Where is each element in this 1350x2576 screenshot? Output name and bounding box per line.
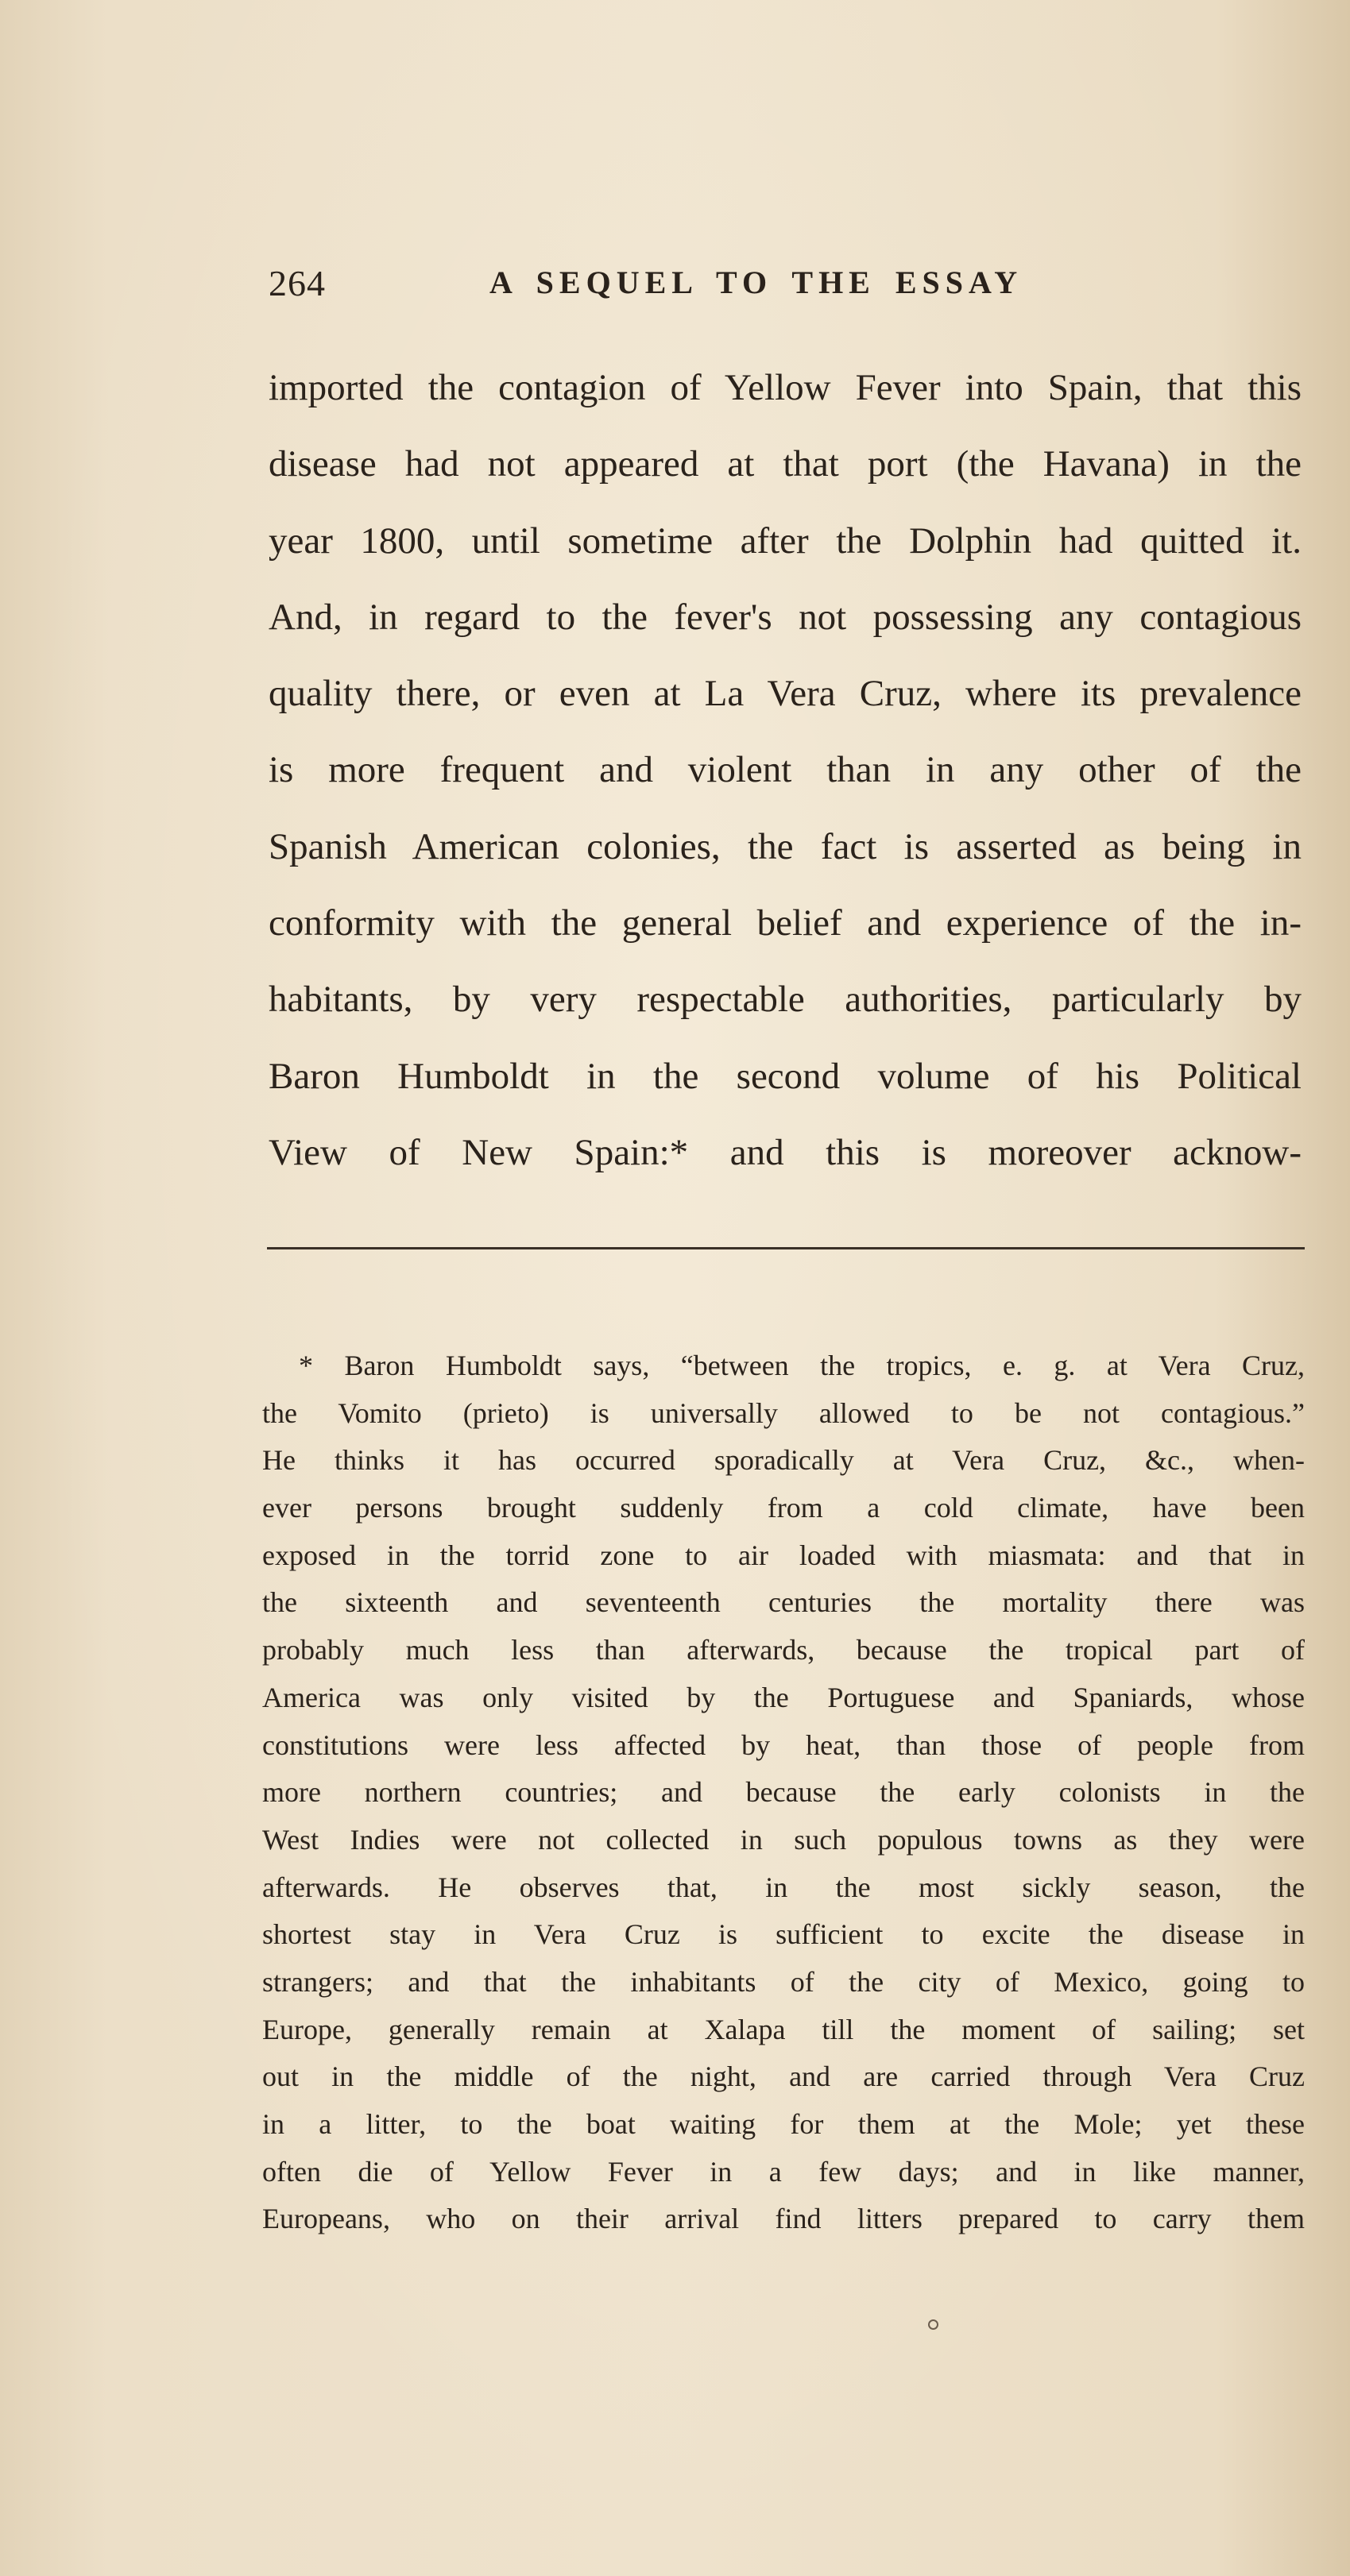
body-line: conformity with the general belief and experience of the in-: [269, 902, 1302, 944]
footnote-line: shortest stay in Vera Cruz is sufficient to excite the disease in: [262, 1918, 1305, 1951]
footnote-line: the sixteenth and seventeenth centuries the mortality there was: [262, 1586, 1305, 1619]
running-title: A SEQUEL TO THE ESSAY: [489, 265, 1023, 300]
footnote-line: often die of Yellow Fever in a few days; and in like manner,: [262, 2155, 1305, 2188]
footnote-line: out in the middle of the night, and are carried through Vera Cruz: [262, 2060, 1305, 2093]
footnote-line: afterwards. He observes that, in the most sickly season, the: [262, 1871, 1305, 1903]
body-line: quality there, or even at La Vera Cruz, where its prevalence: [269, 673, 1302, 715]
ornament-dot: [928, 2319, 938, 2330]
body-line: Spanish American colonies, the fact is asserted as being in: [269, 825, 1302, 867]
footnote-line: strangers; and that the inhabitants of the city of Mexico, going to: [262, 1965, 1305, 1998]
footnote-separator-rule: [267, 1247, 1305, 1249]
footnote-line: exposed in the torrid zone to air loaded with miasmata: and that in: [262, 1539, 1305, 1571]
footnote-line: West Indies were not collected in such populous towns as they were: [262, 1823, 1305, 1856]
footnote-line: in a litter, to the boat waiting for them at the Mole; yet these: [262, 2108, 1305, 2140]
footnote-line: * Baron Humboldt says, “between the tropics, e. g. at Vera Cruz,: [299, 1350, 1305, 1381]
page-header: [269, 256, 1302, 311]
footnote-line: constitutions were less affected by heat, than those of people from: [262, 1728, 1305, 1761]
body-line: disease had not appeared at that port (the Havana) in the: [269, 443, 1302, 485]
body-line: habitants, by very respectable authorities, particularly by: [269, 979, 1302, 1021]
footnote-line: probably much less than afterwards, because the tropical part of: [262, 1634, 1305, 1666]
page-number: 264: [269, 263, 326, 303]
footnote-line: Europe, generally remain at Xalapa till the moment of sailing; set: [262, 2013, 1305, 2045]
body-line: And, in regard to the fever's not possessing any contagious: [269, 596, 1302, 638]
footnote-line: ever persons brought suddenly from a cold climate, have been: [262, 1492, 1305, 1524]
footnote: [262, 1342, 1305, 2243]
main-text: [269, 350, 1302, 1191]
footnote-line: He thinks it has occurred sporadically at Vera Cruz, &c., when-: [262, 1444, 1305, 1477]
body-line: Baron Humboldt in the second volume of his Political: [269, 1055, 1302, 1097]
footnote-line: the Vomito (prieto) is universally allowed to be not contagious.”: [262, 1396, 1305, 1429]
body-line: imported the contagion of Yellow Fever into Spain, that this: [269, 367, 1302, 408]
footnote-line: Europeans, who on their arrival find litters prepared to carry them: [262, 2203, 1305, 2235]
body-line: is more frequent and violent than in any other of the: [269, 749, 1302, 791]
footnote-line: America was only visited by the Portuguese and Spaniards, whose: [262, 1681, 1305, 1713]
body-line: View of New Spain:* and this is moreover acknow-: [269, 1131, 1302, 1173]
body-line: year 1800, until sometime after the Dolphin had quitted it.: [269, 519, 1302, 562]
footnote-line: more northern countries; and because the early colonists in the: [262, 1776, 1305, 1809]
